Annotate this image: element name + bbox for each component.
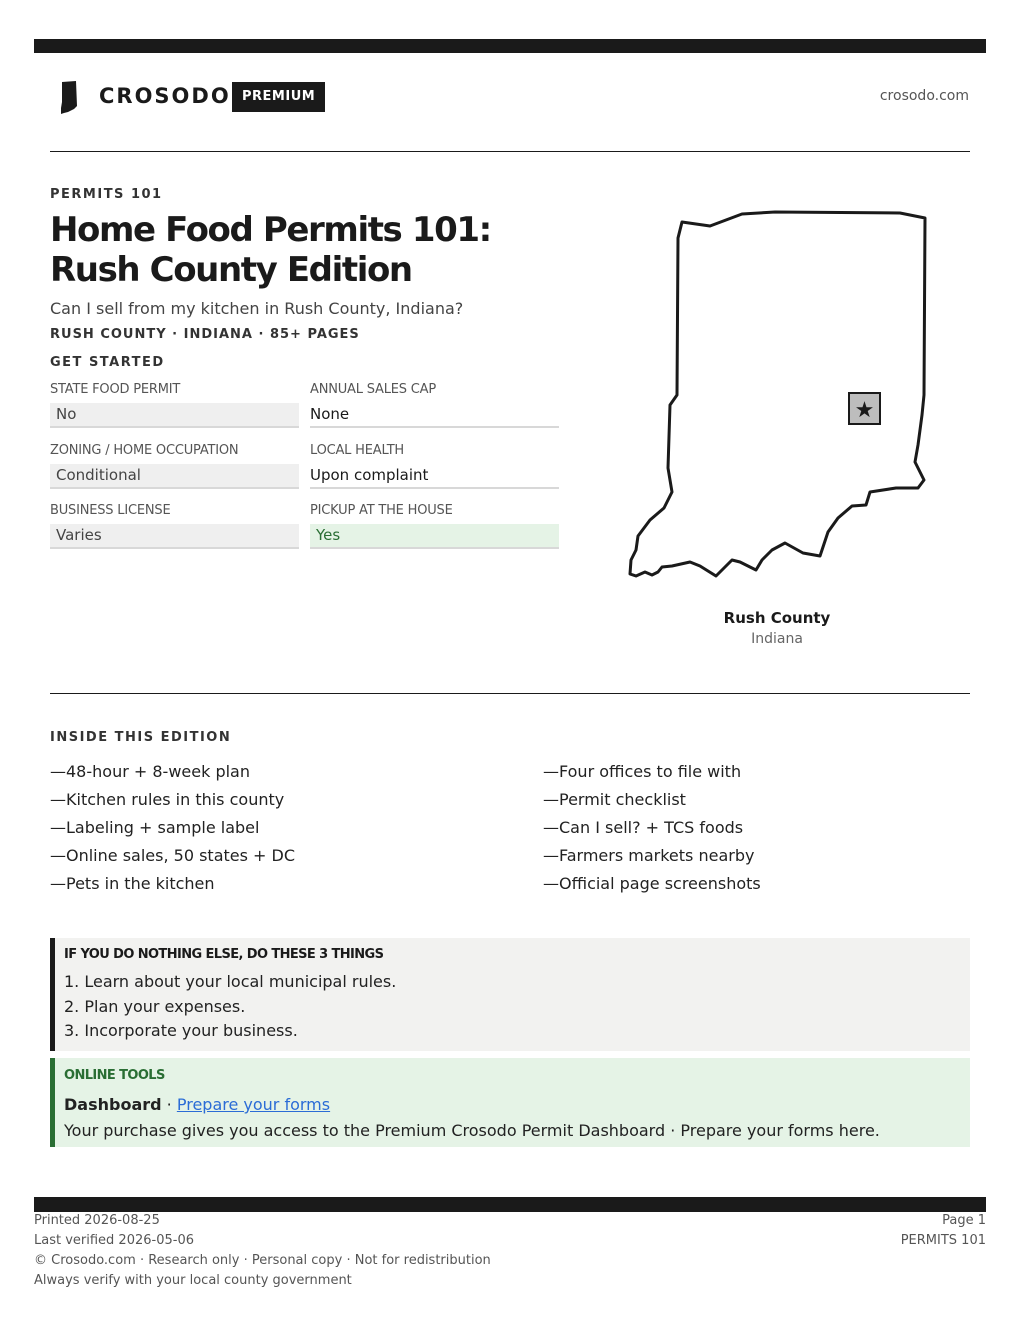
fact-value: None — [310, 403, 559, 428]
footer-section: PERMITS 101 — [900, 1233, 986, 1248]
list-item: —48-hour + 8-week plan — [50, 762, 250, 781]
star-icon: ★ — [854, 398, 875, 423]
fact-label: ZONING / HOME OCCUPATION — [50, 443, 239, 458]
fact-value: No — [50, 403, 299, 428]
fact-label: STATE FOOD PERMIT — [50, 382, 181, 397]
fact-value: Varies — [50, 524, 299, 549]
priorities-list — [64, 970, 970, 1044]
contents-list-left — [50, 758, 295, 898]
map-county-label: Rush County — [723, 609, 831, 627]
fact-label: PICKUP AT THE HOUSE — [310, 503, 453, 518]
premium-badge: PREMIUM — [232, 82, 325, 112]
list-item: —Official page screenshots — [543, 874, 761, 893]
verified-date: Last verified 2026-05-06 — [34, 1233, 194, 1248]
online-tools-callout — [50, 1058, 970, 1147]
page-subtitle: Can I sell from my kitchen in Rush County, Indiana? — [50, 299, 464, 318]
page-title: Home Food Permits 101: Rush County Edition — [50, 210, 491, 290]
fact-annual-sales-cap — [310, 382, 559, 428]
top-bar — [34, 39, 986, 53]
page-number: Page 1 — [942, 1213, 986, 1228]
printed-date: Printed 2026-08-25 — [34, 1213, 160, 1228]
fact-pickup-at-house — [310, 503, 559, 549]
get-started-heading: GET STARTED — [50, 355, 165, 370]
list-item: —Permit checklist — [543, 790, 686, 809]
list-item: —Pets in the kitchen — [50, 874, 215, 893]
fact-label: LOCAL HEALTH — [310, 443, 405, 458]
list-item: 1. Learn about your local municipal rules. — [64, 972, 397, 991]
list-item: —Labeling + sample label — [50, 818, 260, 837]
brand-name: CROSODO — [99, 84, 231, 108]
copyright-notice: © Crosodo.com · Research only · Personal copy · Not for redistribution — [34, 1253, 491, 1268]
fact-local-health — [310, 443, 559, 489]
footer-left — [34, 1211, 491, 1291]
list-item: —Four offices to file with — [543, 762, 742, 781]
fact-value: Conditional — [50, 464, 299, 489]
list-item: 3. Incorporate your business. — [64, 1021, 298, 1040]
disclaimer: Always verify with your local county government — [34, 1273, 352, 1288]
map-state-label: Indiana — [751, 631, 803, 647]
section-divider — [50, 693, 970, 694]
list-item: —Farmers markets nearby — [543, 846, 755, 865]
list-item: —Kitchen rules in this county — [50, 790, 285, 809]
prepare-forms-link[interactable]: Prepare your forms — [176, 1095, 331, 1114]
priorities-callout — [50, 938, 970, 1051]
list-item: —Can I sell? + TCS foods — [543, 818, 744, 837]
edition-meta: RUSH COUNTY · INDIANA · 85+ PAGES — [50, 327, 360, 342]
indiana-state-map — [620, 205, 940, 585]
fact-value: Yes — [310, 524, 559, 549]
indiana-state-silhouette-icon — [60, 80, 80, 114]
fact-zoning-home-occupation — [50, 443, 299, 489]
dashboard-label: Dashboard — [64, 1095, 162, 1114]
county-marker — [849, 393, 880, 424]
section-eyebrow: PERMITS 101 — [50, 187, 163, 202]
page-header — [50, 78, 970, 118]
site-url[interactable]: crosodo.com — [879, 88, 969, 104]
footer-bar — [34, 1197, 986, 1212]
list-item: 2. Plan your expenses. — [64, 996, 246, 1016]
fact-label: BUSINESS LICENSE — [50, 503, 171, 518]
fact-value: Upon complaint — [310, 464, 559, 489]
priorities-heading: IF YOU DO NOTHING ELSE, DO THESE 3 THINGS — [64, 947, 384, 962]
dashboard-line — [64, 1092, 970, 1118]
fact-business-license — [50, 503, 299, 549]
footer-right — [901, 1211, 986, 1251]
online-tools-heading: ONLINE TOOLS — [64, 1068, 165, 1083]
fact-state-food-permit — [50, 382, 299, 428]
contents-list-right — [543, 758, 761, 898]
dashboard-description: Your purchase gives you access to the Premium Crosodo Permit Dashboard · Prepare your forms here. — [64, 1121, 880, 1140]
separator: · — [161, 1095, 177, 1114]
header-divider — [50, 151, 970, 152]
list-item: —Online sales, 50 states + DC — [50, 846, 296, 865]
fact-label: ANNUAL SALES CAP — [310, 382, 436, 397]
inside-edition-heading: INSIDE THIS EDITION — [50, 730, 232, 745]
